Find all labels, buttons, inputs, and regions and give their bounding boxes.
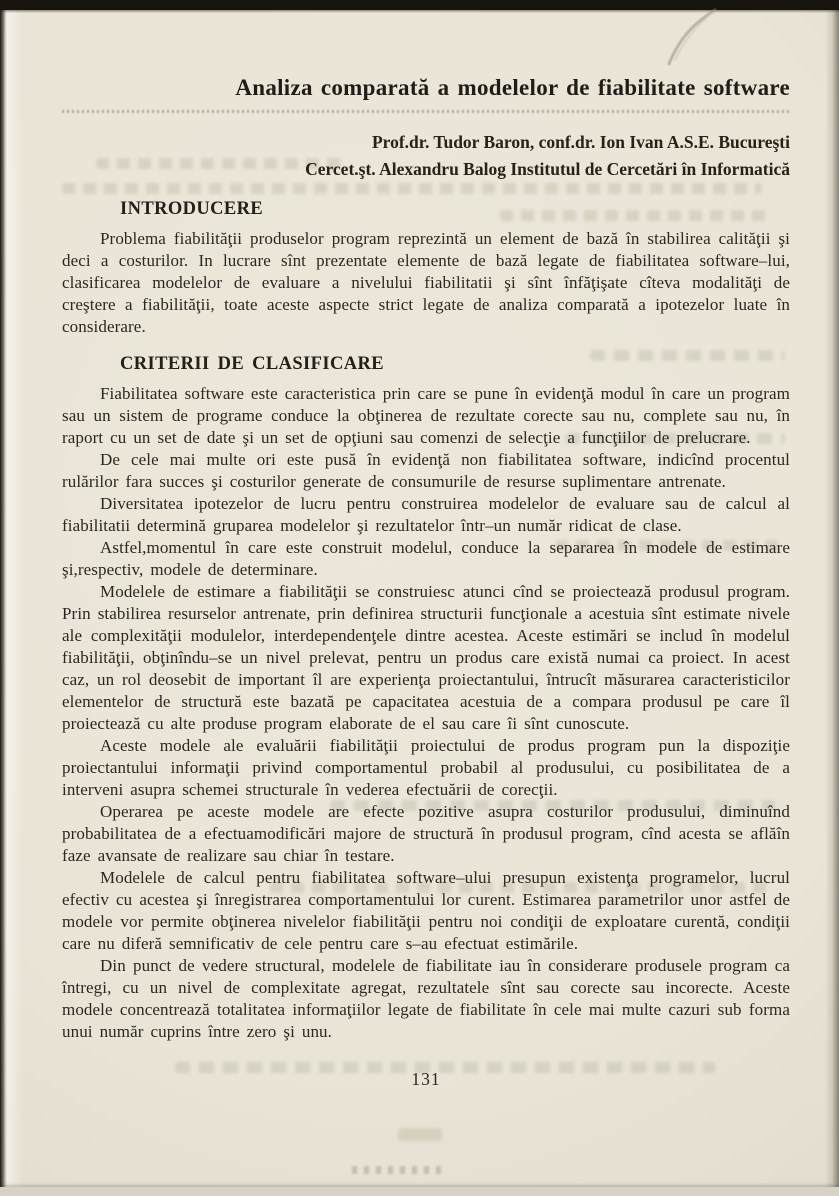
paragraph: De cele mai multe ori este pusă în evidenţă non fiabilitatea software, indicînd procentul rulărilor fara succes şi costurilor generate de consumurile de resurse suplimentare antrenate. [62,449,790,491]
author-block [62,129,790,183]
paragraph: Aceste modele ale evaluării fiabilităţii proiectului de produs program pun la dispoziţie proiectantului informaţii privind comportamentul probabil al produsului, cu posibilitatea de a interveni asupra schemei structurale în vederea efectuării de corecţii. [62,735,790,799]
scan-edge-right [825,0,839,1196]
section-heading-criterii-de-clasificare: CRITERII DE CLASIFICARE [120,353,384,374]
scan-edge-bottom [0,1187,839,1196]
paragraph: Din punct de vedere structural, modelele de fiabilitate iau în considerare produsele program ca întregi, cu un nivel de complexitate agregat, rezultatele sînt sau corecte sau incorecte. Aceste modele concentrează totalitatea informaţiilor legate de fiabilitate în cele mai multe cazuri sub forma unui număr cuprins între zero şi unu. [62,955,790,1041]
paragraph: Astfel,momentul în care este construit modelul, conduce la separarea în modele de estimare şi,respectiv, modele de determinare. [62,537,790,579]
page-number: 131 [411,1068,441,1089]
scan-edge-left [0,0,6,1196]
paragraph: Problema fiabilităţii produselor program reprezintă un element de bază în stabilirea calităţii şi deci a costurilor. In lucrare sînt prezentate elemente de bază legate de fiabilitatea software–lui, clasificarea modelelor de evaluare a nivelului fiabilitatii şi sînt înfăţişate cîteva modalităţi de creştere a fiabilităţii, toate aceste aspecte strict legate de analiza comparată a ipotezelor luate în considerare. [62,228,790,336]
crease-mark [629,8,739,78]
author-line-2: Cercet.şt. Alexandru Balog Institutul de Cercetări în Informatică [305,158,790,179]
author-line-1: Prof.dr. Tudor Baron, conf.dr. Ion Ivan A.S.E. Bucureşti [371,131,790,152]
paragraph: Operarea pe aceste modele are efecte pozitive asupra costurilor produsului, diminuînd probabilitatea de a efectuamodificări majore de structură în produsul program, cînd acesta se aflăîn faze avansate de realizare sau chiar în testare. [62,801,790,865]
paragraph: Diversitatea ipotezelor de lucru pentru construirea modelelor de evaluare sau de calcul al fiabilitatii determină gruparea modelelor şi rezultatelor într–un număr ridicat de clase. [62,493,790,535]
title-underline-rule [62,110,790,113]
page-curl-highlight [7,10,23,1188]
page-content [0,10,839,1196]
page-title: Analiza comparată a modelelor de fiabilitate software [235,75,790,100]
document-body [62,198,790,1043]
section-heading-introducere: INTRODUCERE [120,198,264,219]
paragraph: Modelele de calcul pentru fiabilitatea software–ului presupun existenţa programelor, lucrul efectiv cu acestea şi înregistrarea comportamentului lor curent. Estimarea parametrilor unor astfel de modele vor permite obţinerea nivelelor fiabilităţii pentru noi condiţii de exploatare curentă, condiţii care nu diferă semnificativ de cele pentru care s–au efectuat estimările. [62,867,790,953]
paragraph: Fiabilitatea software este caracteristica prin care se pune în evidenţă modul în care un program sau un sistem de programe conduce la obţinerea de rezultate corecte sau nu, complete sau nu, în raport cu un set de date şi un set de opţiuni sau comenzi de selecţie a funcţiilor de prelucrare. [62,383,790,447]
paragraph: Modelele de estimare a fiabilităţii se construiesc atunci cînd se proiectează produsul program. Prin stabilirea resurselor antrenate, prin definirea structurii funcţionale a acestuia sînt estimate nivele ale complexităţii modulelor, interdependenţele dintre acestea. Aceste estimări se includ în modelul fiabilităţii, obţinîndu–se un nivel prelevat, pentru un produs care există numai ca proiect. In acest caz, un rol deosebit de important îl are experienţa proiectantului, întrucît măsurarea caracteristicilor elementelor de structură este bazată pe capacitatea acestuia de a compara produsul pe care îl proiectează cu alte produse program elaborate de el sau care îi sînt cunoscute. [62,581,790,733]
